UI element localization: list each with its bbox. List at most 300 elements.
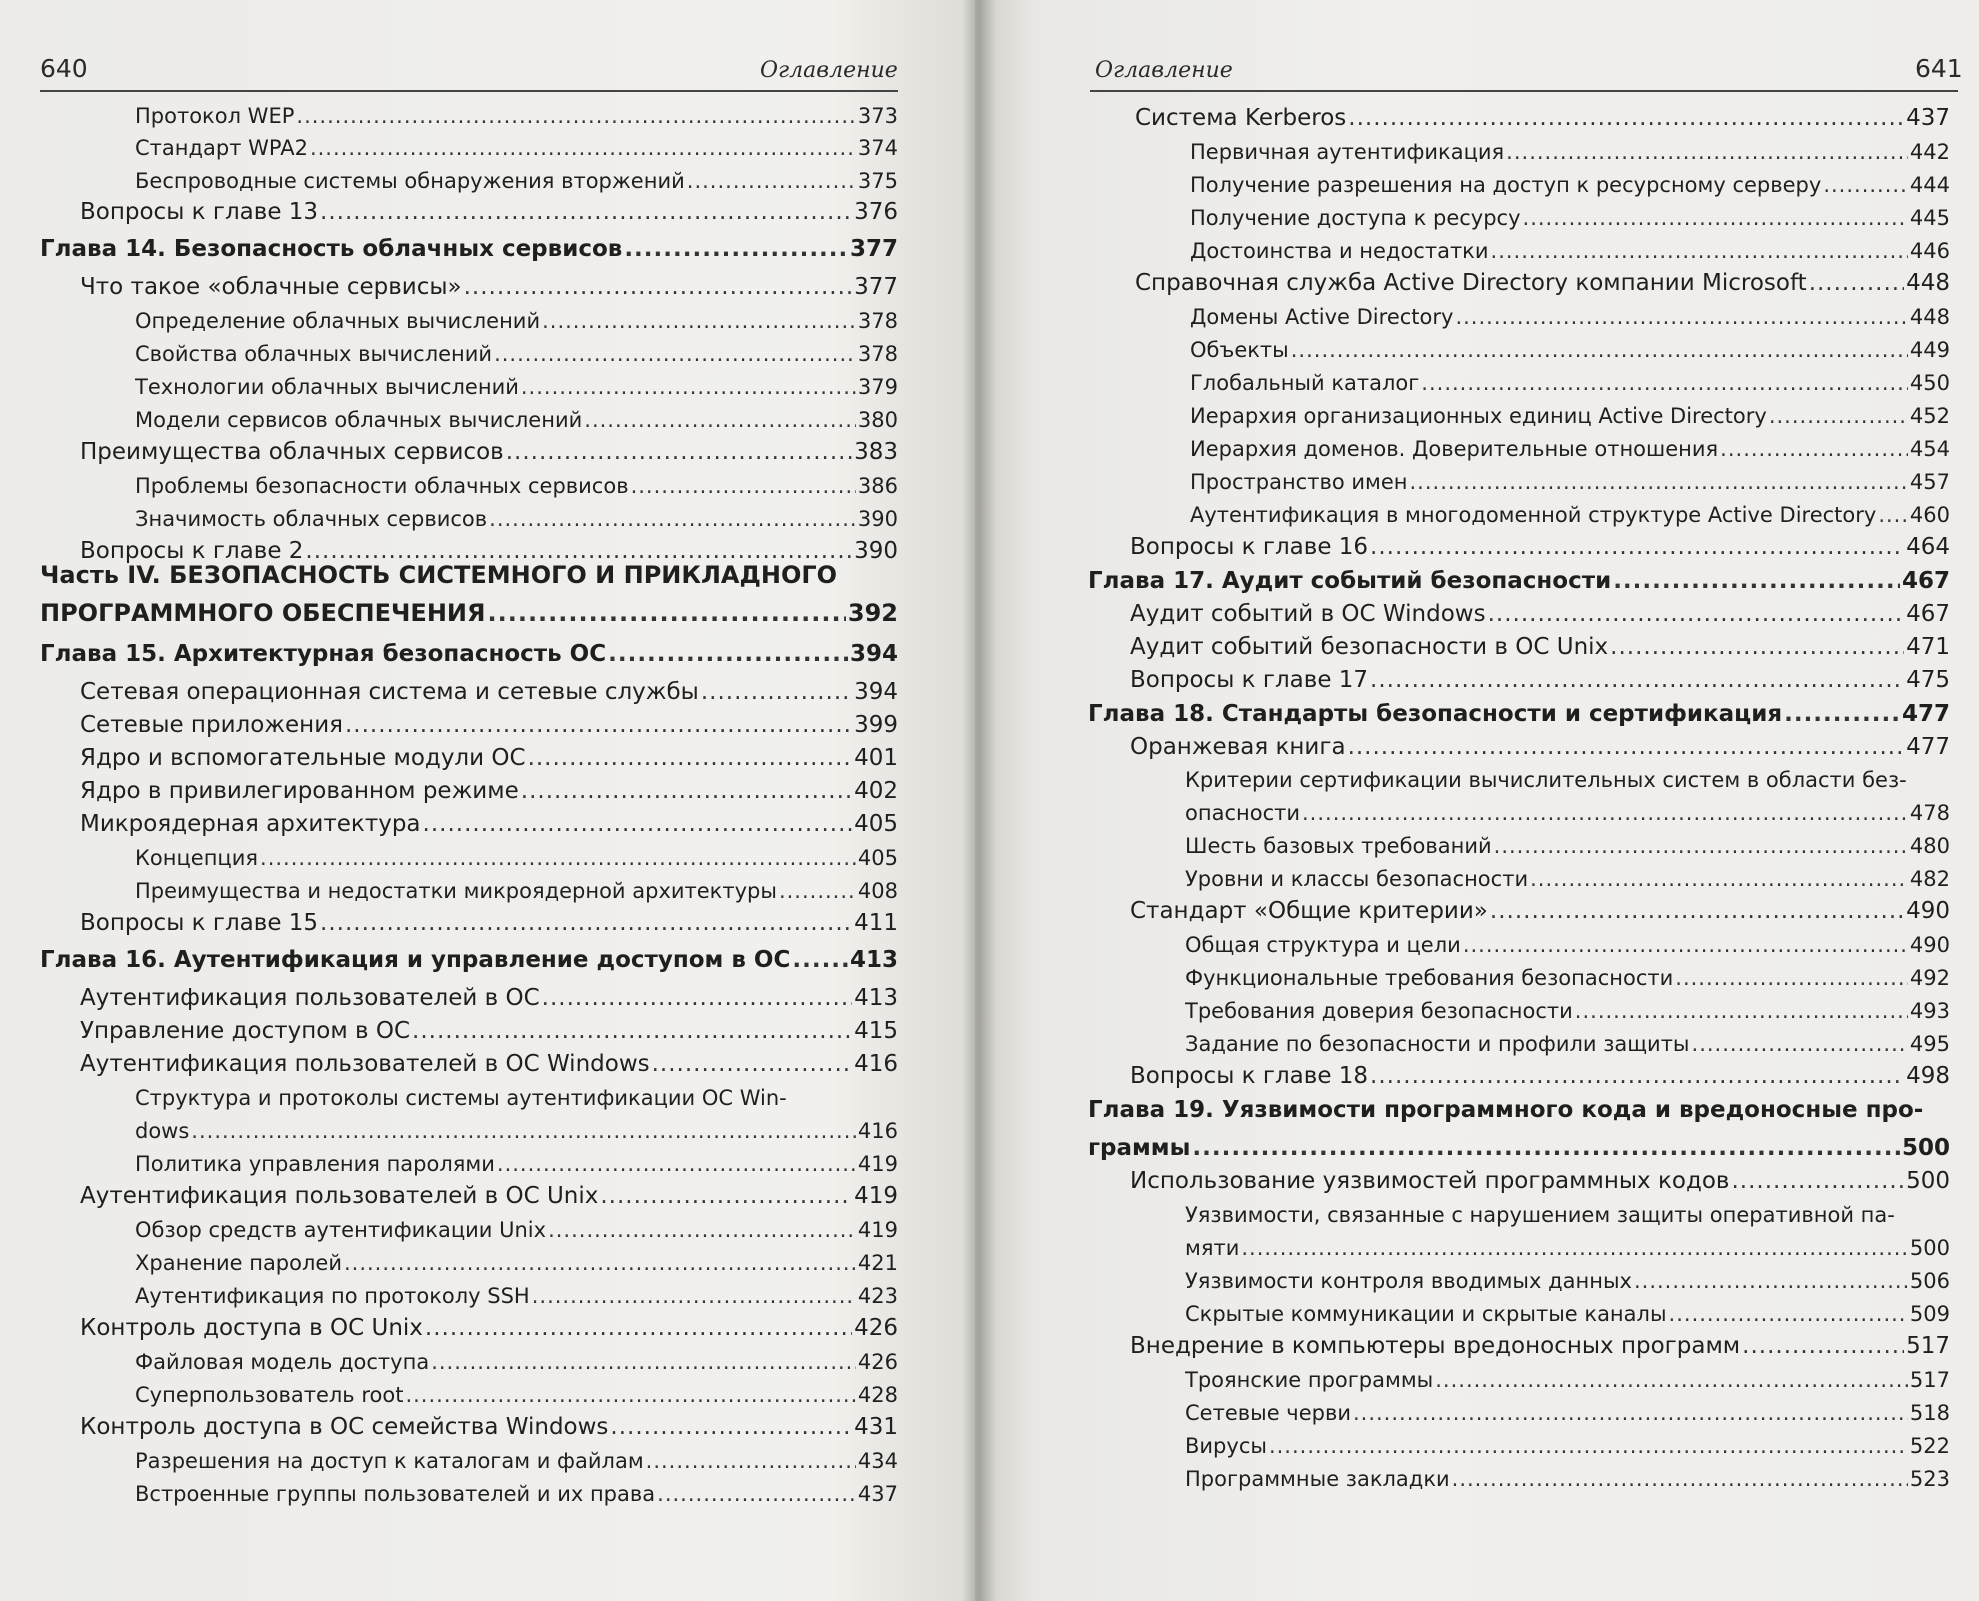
- toc-entry: [1135, 105, 1950, 138]
- toc-entry: [1185, 1467, 1950, 1498]
- toc-entry: [80, 910, 898, 943]
- toc-dot-leader: [1720, 437, 1908, 461]
- toc-dot-leader: [1692, 1032, 1908, 1056]
- toc-entry-title: Аутентификация пользователей в ОС: [80, 985, 540, 1011]
- toc-page-number: 495: [1909, 1032, 1950, 1056]
- toc-page-number: 500: [1906, 1168, 1950, 1194]
- toc-dot-leader: [542, 309, 856, 333]
- toc-entry: [135, 1284, 898, 1315]
- toc-page-number: 509: [1909, 1302, 1950, 1326]
- toc-entry: [1190, 206, 1950, 237]
- toc-page-number: 392: [847, 599, 898, 627]
- toc-entry: [135, 846, 898, 877]
- toc-entry: [80, 1018, 898, 1051]
- toc-page-number: 517: [1909, 1368, 1950, 1392]
- toc-dot-leader: [1488, 601, 1905, 627]
- toc-page-number: 450: [1909, 371, 1950, 395]
- toc-dot-leader: [1348, 734, 1905, 760]
- toc-dot-leader: [528, 745, 853, 771]
- toc-chapter: [40, 236, 898, 269]
- toc-entry-title: Контроль доступа в ОС семейства Windows: [80, 1414, 609, 1440]
- toc-dot-leader: [191, 1119, 856, 1143]
- toc-entry: [1130, 534, 1950, 567]
- toc-entry-title: Глобальный каталог: [1190, 371, 1420, 395]
- toc-entry: [135, 1383, 898, 1414]
- toc-entry: [80, 712, 898, 745]
- toc-page-number: 416: [857, 1119, 898, 1143]
- toc-page-number: 506: [1909, 1269, 1950, 1293]
- toc-entry: [1185, 801, 1950, 832]
- toc-entry-title: Вопросы к главе 18: [1130, 1063, 1369, 1089]
- page-number: 640: [40, 54, 88, 83]
- toc-entry-title: Определение облачных вычислений: [135, 309, 541, 333]
- toc-entry: [1190, 371, 1950, 402]
- toc-entry: [1190, 404, 1950, 435]
- toc-page-number: 375: [857, 169, 898, 193]
- toc-dot-leader: [320, 910, 852, 936]
- toc-entry-title: Аутентификация по протоколу SSH: [135, 1284, 530, 1308]
- toc-entry-title: Глава 17. Аудит событий безопасности: [1088, 568, 1612, 594]
- toc-entry: [135, 169, 898, 200]
- toc-page-number: 423: [857, 1284, 898, 1308]
- toc-dot-leader: [532, 1284, 856, 1308]
- toc-entry: [135, 1350, 898, 1381]
- toc-page-number: 377: [849, 236, 898, 262]
- toc-page-number: 379: [857, 375, 898, 399]
- toc-page-number: 448: [1909, 305, 1950, 329]
- running-header: Оглавление: [1095, 58, 1233, 83]
- toc-entry-title: Сетевая операционная система и сетевые службы: [80, 679, 699, 705]
- toc-page-number: 394: [854, 679, 898, 705]
- toc-dot-leader: [1410, 470, 1908, 494]
- toc-dot-leader: [521, 778, 852, 804]
- toc-entry-title: Разрешения на доступ к каталогам и файлам: [135, 1449, 644, 1473]
- toc-page-number: 464: [1906, 534, 1950, 560]
- toc-entry: [1185, 966, 1950, 997]
- toc-entry-title: Объекты: [1190, 338, 1289, 362]
- toc-dot-leader: [431, 1350, 856, 1374]
- toc-page-number: 523: [1909, 1467, 1950, 1491]
- toc-entry-first-line: Структура и протоколы системы аутентификации ОС Win-: [135, 1086, 787, 1110]
- toc-entry: [135, 104, 898, 135]
- toc-entry-first-line: Часть IV. БЕЗОПАСНОСТЬ СИСТЕМНОГО И ПРИКЛАДНОГО: [40, 561, 838, 589]
- toc-entry: [135, 1119, 898, 1150]
- toc-entry-title: мяти: [1185, 1236, 1240, 1260]
- toc-dot-leader: [1241, 1236, 1908, 1260]
- toc-entry: [80, 439, 898, 472]
- toc-page-number: 446: [1909, 239, 1950, 263]
- toc-entry: [1185, 1434, 1950, 1465]
- toc-entry-title: Глава 15. Архитектурная безопасность ОС: [40, 641, 607, 667]
- toc-entry-title: Ядро и вспомогательные модули ОС: [80, 745, 526, 771]
- toc-entry-title: Вопросы к главе 13: [80, 199, 319, 225]
- toc-dot-leader: [1634, 1269, 1908, 1293]
- header-rule: [1090, 90, 1958, 92]
- toc-entry-title: Встроенные группы пользователей и их права: [135, 1482, 656, 1506]
- toc-entry: [135, 136, 898, 167]
- toc-dot-leader: [624, 236, 848, 262]
- toc-entry: [80, 745, 898, 778]
- toc-dot-leader: [1669, 1302, 1908, 1326]
- toc-page-number: 490: [1906, 898, 1950, 924]
- toc-page-number: 448: [1906, 270, 1950, 296]
- toc-page-number: 411: [854, 910, 898, 936]
- toc-dot-leader: [494, 342, 856, 366]
- toc-entry: [1130, 734, 1950, 767]
- toc-chapter: [1088, 701, 1950, 734]
- toc-page-number: 467: [1901, 568, 1950, 594]
- toc-entry: [80, 985, 898, 1018]
- toc-entry: [1135, 270, 1950, 303]
- toc-entry-title: Первичная аутентификация: [1190, 140, 1505, 164]
- toc-dot-leader: [412, 1018, 852, 1044]
- toc-dot-leader: [646, 1449, 856, 1473]
- toc-page-number: 428: [857, 1383, 898, 1407]
- toc-dot-leader: [1463, 933, 1908, 957]
- toc-dot-leader: [779, 879, 856, 903]
- toc-entry: [1185, 1032, 1950, 1063]
- toc-entry-title: Глава 18. Стандарты безопасности и сертификация: [1088, 701, 1783, 727]
- toc-entry: [80, 199, 898, 232]
- toc-page-number: 437: [1906, 105, 1950, 131]
- toc-entry-title: Ядро в привилегированном режиме: [80, 778, 519, 804]
- toc-entry-title: Контроль доступа в ОС Unix: [80, 1315, 423, 1341]
- toc-dot-leader: [1435, 1368, 1908, 1392]
- toc-page-number: 377: [854, 274, 898, 300]
- toc-dot-leader: [489, 507, 856, 531]
- toc-page-number: 517: [1906, 1333, 1950, 1359]
- toc-page-number: 449: [1909, 338, 1950, 362]
- toc-page-number: 374: [857, 136, 898, 160]
- toc-entry-title: Программные закладки: [1185, 1467, 1450, 1491]
- toc-dot-leader: [487, 599, 845, 627]
- toc-page-number: 416: [854, 1051, 898, 1077]
- toc-entry-title: Глава 14. Безопасность облачных сервисов: [40, 236, 623, 262]
- toc-page-number: 421: [857, 1251, 898, 1275]
- toc-page-number: 380: [857, 408, 898, 432]
- toc-entry: [1130, 898, 1950, 931]
- toc-entry-title: Концепция: [135, 846, 259, 870]
- toc-dot-leader: [1742, 1333, 1904, 1359]
- toc-dot-leader: [701, 679, 852, 705]
- toc-entry-title: Общая структура и цели: [1185, 933, 1461, 957]
- toc-entry-title: Троянские программы: [1185, 1368, 1434, 1392]
- toc-page-number: 405: [854, 811, 898, 837]
- toc-entry: [1130, 1063, 1950, 1096]
- toc-page-number: 408: [857, 879, 898, 903]
- toc-entry-title: Аудит событий безопасности в ОС Unix: [1130, 634, 1609, 660]
- toc-entry-title: Преимущества облачных сервисов: [80, 439, 504, 465]
- toc-dot-leader: [1613, 568, 1900, 594]
- toc-entry-title: Вопросы к главе 17: [1130, 667, 1369, 693]
- toc-page-number: 413: [849, 947, 898, 973]
- toc-entry-title: Аутентификация пользователей в ОС Windows: [80, 1051, 650, 1077]
- toc-entry-first-line: Критерии сертификации вычислительных систем в области без-: [1185, 768, 1907, 792]
- toc-dot-leader: [1370, 1063, 1904, 1089]
- toc-dot-leader: [344, 1251, 856, 1275]
- toc-page-number: 490: [1909, 933, 1950, 957]
- toc-entry-title: Требования доверия безопасности: [1185, 999, 1573, 1023]
- toc-dot-leader: [1302, 801, 1908, 825]
- toc-dot-leader: [1269, 1434, 1908, 1458]
- toc-entry-title: Аудит событий в ОС Windows: [1130, 601, 1486, 627]
- toc-dot-leader: [1731, 1168, 1904, 1194]
- toc-page-number: 415: [854, 1018, 898, 1044]
- toc-entry: [135, 408, 898, 439]
- toc-entry-title: Иерархия организационных единиц Active Directory: [1190, 404, 1767, 428]
- toc-dot-leader: [405, 1383, 855, 1407]
- toc-page-number: 478: [1909, 801, 1950, 825]
- toc-page-number: 477: [1901, 701, 1950, 727]
- toc-entry-title: Политика управления паролями: [135, 1152, 495, 1176]
- toc-page-number: 434: [857, 1449, 898, 1473]
- toc-page-number: 452: [1909, 404, 1950, 428]
- toc-page-number: 493: [1909, 999, 1950, 1023]
- toc-page-number: 386: [857, 474, 898, 498]
- toc-entry-title: Пространство имен: [1190, 470, 1408, 494]
- toc-page-number: 467: [1906, 601, 1950, 627]
- toc-dot-leader: [1575, 999, 1908, 1023]
- toc-entry: [80, 778, 898, 811]
- toc-entry-title: Вирусы: [1185, 1434, 1267, 1458]
- toc-page-number: 460: [1909, 503, 1950, 527]
- toc-dot-leader: [631, 474, 856, 498]
- toc-entry: [1190, 470, 1950, 501]
- toc-entry: [80, 811, 898, 844]
- toc-entry: [1185, 834, 1950, 865]
- toc-entry-title: Использование уязвимостей программных кодов: [1130, 1168, 1730, 1194]
- toc-dot-leader: [1523, 206, 1908, 230]
- toc-entry-title: Сетевые приложения: [80, 712, 343, 738]
- toc-dot-leader: [1348, 105, 1904, 131]
- toc-page-number: 426: [857, 1350, 898, 1374]
- toc-page-number: 431: [854, 1414, 898, 1440]
- toc-entry-title: Что такое «облачные сервисы»: [80, 274, 462, 300]
- toc-dot-leader: [506, 439, 852, 465]
- toc-chapter: [40, 947, 898, 980]
- toc-dot-leader: [497, 1152, 856, 1176]
- toc-entry: [1185, 933, 1950, 964]
- toc-dot-leader: [1490, 898, 1904, 924]
- toc-entry-title: Иерархия доменов. Доверительные отношения: [1190, 437, 1719, 461]
- toc-dot-leader: [423, 811, 853, 837]
- toc-dot-leader: [1506, 140, 1908, 164]
- toc-dot-leader: [320, 199, 852, 225]
- toc-entry-first-line: Глава 19. Уязвимости программного кода и вредоносные про-: [1088, 1097, 1924, 1123]
- toc-page-number: 480: [1909, 834, 1950, 858]
- toc-page-number: 442: [1909, 140, 1950, 164]
- toc-entry-title: Беспроводные системы обнаружения вторжений: [135, 169, 685, 193]
- toc-page-number: 518: [1909, 1401, 1950, 1425]
- toc-entry-title: Уровни и классы безопасности: [1185, 867, 1529, 891]
- toc-chapter: [1088, 568, 1950, 601]
- toc-dot-leader: [296, 104, 856, 128]
- toc-entry-title: Уязвимости контроля вводимых данных: [1185, 1269, 1632, 1293]
- toc-page-number: 444: [1909, 173, 1950, 197]
- toc-page-number: 500: [1909, 1236, 1950, 1260]
- toc-entry-title: Сетевые черви: [1185, 1401, 1351, 1425]
- toc-entry-title: Обзор средств аутентификации Unix: [135, 1218, 547, 1242]
- toc-dot-leader: [1769, 404, 1908, 428]
- toc-page-number: 413: [854, 985, 898, 1011]
- toc-dot-leader: [652, 1051, 852, 1077]
- toc-entry-title: Хранение паролей: [135, 1251, 342, 1275]
- toc-entry-title: Справочная служба Active Directory компании Microsoft: [1135, 270, 1807, 296]
- toc-dot-leader: [542, 985, 852, 1011]
- toc-entry: [135, 1482, 898, 1513]
- toc-entry-title: Стандарт «Общие критерии»: [1130, 898, 1488, 924]
- toc-entry-title: Вопросы к главе 16: [1130, 534, 1369, 560]
- toc-entry: [1190, 338, 1950, 369]
- toc-part: [40, 599, 898, 633]
- toc-entry-title: Суперпользователь root: [135, 1383, 404, 1407]
- toc-dot-leader: [1823, 173, 1908, 197]
- toc-page-number: 475: [1906, 667, 1950, 693]
- toc-page-number: 522: [1909, 1434, 1950, 1458]
- toc-entry-title: Вопросы к главе 2: [80, 538, 304, 564]
- toc-entry: [80, 1051, 898, 1084]
- toc-page-number: 383: [854, 439, 898, 465]
- toc-dot-leader: [1675, 966, 1908, 990]
- toc-entry: [1185, 1401, 1950, 1432]
- toc-entry: [1130, 667, 1950, 700]
- toc-entry-title: Управление доступом в ОС: [80, 1018, 411, 1044]
- toc-page-number: 405: [857, 846, 898, 870]
- toc-dot-leader: [521, 375, 856, 399]
- toc-entry-title: Домены Active Directory: [1190, 305, 1454, 329]
- toc-page-number: 390: [857, 507, 898, 531]
- toc-entry: [1185, 1302, 1950, 1333]
- toc-entry: [135, 309, 898, 340]
- toc-entry: [1130, 601, 1950, 634]
- toc-page-number: 376: [854, 199, 898, 225]
- toc-dot-leader: [1809, 270, 1904, 296]
- toc-entry: [1130, 634, 1950, 667]
- toc-entry-title: Получение разрешения на доступ к ресурсному серверу: [1190, 173, 1822, 197]
- toc-page-number: 373: [857, 104, 898, 128]
- toc-page-number: 390: [854, 538, 898, 564]
- toc-entry: [80, 274, 898, 307]
- toc-entry-title: Система Kerberos: [1135, 105, 1347, 131]
- toc-entry: [1130, 1333, 1950, 1366]
- toc-page-number: 498: [1906, 1063, 1950, 1089]
- toc-entry: [135, 474, 898, 505]
- toc-dot-leader: [657, 1482, 856, 1506]
- toc-entry-title: Модели сервисов облачных вычислений: [135, 408, 583, 432]
- toc-entry: [1190, 503, 1950, 534]
- toc-dot-leader: [260, 846, 856, 870]
- toc-entry: [1190, 437, 1950, 468]
- toc-dot-leader: [687, 169, 856, 193]
- toc-entry-title: Стандарт WPA2: [135, 136, 308, 160]
- toc-dot-leader: [548, 1218, 856, 1242]
- toc-dot-leader: [345, 712, 852, 738]
- toc-page-number: 402: [854, 778, 898, 804]
- toc-entry-title: Аутентификация в многодоменной структуре Active Directory: [1190, 503, 1877, 527]
- toc-page-number: 482: [1909, 867, 1950, 891]
- toc-entry-title: Преимущества и недостатки микроядерной архитектуры: [135, 879, 777, 903]
- toc-entry: [1190, 173, 1950, 204]
- toc-page-number: 426: [854, 1315, 898, 1341]
- toc-page-number: 378: [857, 309, 898, 333]
- toc-page-number: 471: [1906, 634, 1950, 660]
- toc-page-number: 445: [1909, 206, 1950, 230]
- toc-page-number: 477: [1906, 734, 1950, 760]
- toc-entry-title: граммы: [1088, 1135, 1191, 1161]
- toc-entry-title: Технологии облачных вычислений: [135, 375, 519, 399]
- toc-entry-title: Протокол WEP: [135, 104, 295, 128]
- toc-page-number: 437: [857, 1482, 898, 1506]
- toc-entry-title: Функциональные требования безопасности: [1185, 966, 1674, 990]
- toc-entry: [80, 1414, 898, 1447]
- toc-entry: [1190, 305, 1950, 336]
- toc-entry-title: Файловая модель доступа: [135, 1350, 430, 1374]
- toc-entry-title: Шесть базовых требований: [1185, 834, 1492, 858]
- toc-entry: [135, 342, 898, 373]
- toc-entry-title: Свойства облачных вычислений: [135, 342, 493, 366]
- toc-dot-leader: [464, 274, 852, 300]
- toc-entry: [135, 1218, 898, 1249]
- toc-entry-title: Глава 16. Аутентификация и управление доступом в ОС: [40, 947, 791, 973]
- toc-dot-leader: [1784, 701, 1900, 727]
- toc-entry-title: ПРОГРАММНОГО ОБЕСПЕЧЕНИЯ: [40, 599, 486, 627]
- toc-entry: [1190, 140, 1950, 171]
- toc-entry-title: Скрытые коммуникации и скрытые каналы: [1185, 1302, 1667, 1326]
- toc-entry-title: Проблемы безопасности облачных сервисов: [135, 474, 629, 498]
- toc-page-number: 399: [854, 712, 898, 738]
- toc-dot-leader: [1610, 634, 1904, 660]
- page-number: 641: [1915, 54, 1963, 83]
- toc-entry: [80, 1183, 898, 1216]
- toc-dot-leader: [1421, 371, 1908, 395]
- toc-entry: [80, 1315, 898, 1348]
- toc-entry: [1185, 867, 1950, 898]
- toc-dot-leader: [310, 136, 856, 160]
- book-gutter: [962, 0, 996, 1601]
- toc-dot-leader: [1452, 1467, 1908, 1491]
- toc-chapter: [40, 641, 898, 674]
- toc-entry: [135, 375, 898, 406]
- toc-entry-title: Значимость облачных сервисов: [135, 507, 488, 531]
- toc-entry-title: dows: [135, 1119, 190, 1143]
- toc-dot-leader: [425, 1315, 852, 1341]
- toc-entry-title: Вопросы к главе 15: [80, 910, 319, 936]
- toc-entry: [1185, 1368, 1950, 1399]
- toc-page-number: 401: [854, 745, 898, 771]
- toc-dot-leader: [1530, 867, 1908, 891]
- toc-entry-title: Аутентификация пользователей в ОС Unix: [80, 1183, 599, 1209]
- toc-dot-leader: [1192, 1135, 1900, 1161]
- toc-entry-title: Внедрение в компьютеры вредоносных программ: [1130, 1333, 1741, 1359]
- toc-entry-title: Задание по безопасности и профили защиты: [1185, 1032, 1690, 1056]
- toc-entry-title: Оранжевая книга: [1130, 734, 1346, 760]
- toc-entry: [1130, 1168, 1950, 1201]
- toc-dot-leader: [1455, 305, 1907, 329]
- toc-page-number: 500: [1901, 1135, 1950, 1161]
- toc-page-number: 419: [857, 1218, 898, 1242]
- toc-page-number: 492: [1909, 966, 1950, 990]
- running-header: Оглавление: [760, 58, 898, 83]
- toc-entry-title: Достоинства и недостатки: [1190, 239, 1489, 263]
- toc-entry: [135, 507, 898, 538]
- toc-entry-title: опасности: [1185, 801, 1300, 825]
- toc-dot-leader: [1291, 338, 1908, 362]
- toc-page-number: 394: [849, 641, 898, 667]
- toc-dot-leader: [600, 1183, 852, 1209]
- toc-dot-leader: [1878, 503, 1908, 527]
- toc-entry: [1185, 999, 1950, 1030]
- toc-entry-first-line: Уязвимости, связанные с нарушением защиты оперативной па-: [1185, 1203, 1895, 1227]
